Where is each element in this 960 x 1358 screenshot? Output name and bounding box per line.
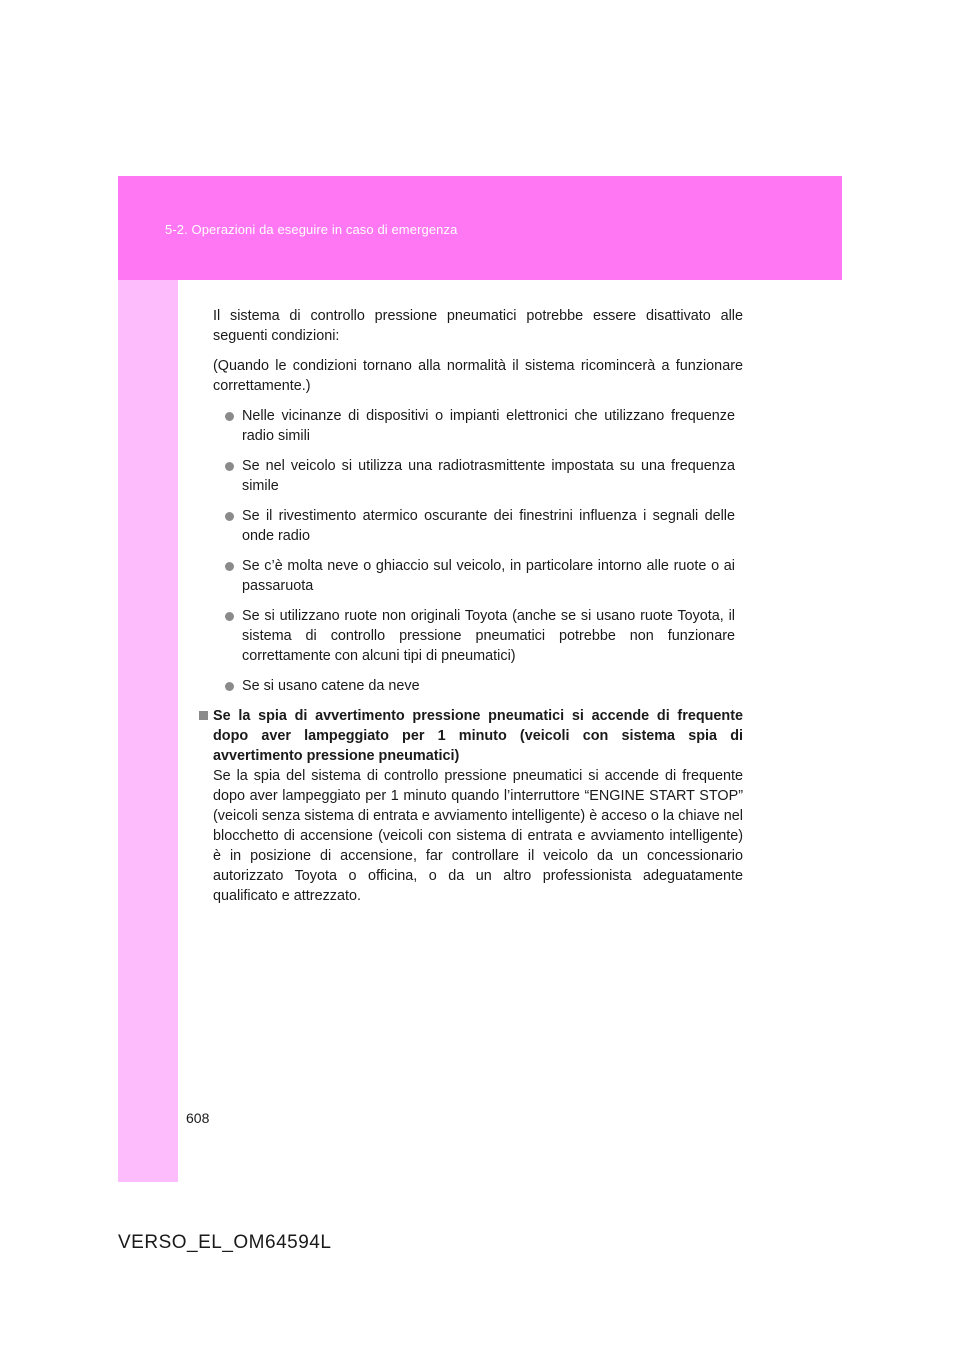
square-bullet-icon xyxy=(199,711,208,720)
conditions-list xyxy=(213,406,743,696)
list-item-text: Nelle vicinanze di dispositivi o impianti elettronici che utilizzano frequenze radio simili xyxy=(242,408,735,444)
list-item xyxy=(213,506,743,546)
bullet-icon xyxy=(225,612,234,621)
section-title: 5-2. Operazioni da eseguire in caso di emergenza xyxy=(165,222,458,237)
list-item-text: Se c’è molta neve o ghiaccio sul veicolo, in particolare intorno alle ruote o ai passaruota xyxy=(242,558,735,594)
list-item xyxy=(213,456,743,496)
subheading xyxy=(213,706,743,766)
body-paragraph: Se la spia del sistema di controllo pressione pneumatici si accende di frequente dopo aver lampeggiato per 1 minuto quando l’interruttore “ENGINE START STOP” (veicoli senza sistema di entrata e avviamento intelligente) è acceso o la chiave nel blocchetto di accensione (veicoli con sistema di entrata e avviamento intelligente) è in posizione di accensione, far controllare il veicolo da un concessionario autorizzato Toyota o officina, o da un altro professionista adeguatamente qualificato e attrezzato. xyxy=(213,768,743,904)
bullet-icon xyxy=(225,562,234,571)
document-code: VERSO_EL_OM64594L xyxy=(118,1232,332,1253)
note-paragraph: (Quando le condizioni tornano alla normalità il sistema ricomincerà a funzionare correttamente.) xyxy=(213,358,743,394)
list-item-text: Se nel veicolo si utilizza una radiotrasmittente impostata su una frequenza simile xyxy=(242,458,735,494)
list-item xyxy=(213,606,743,666)
list-item-text: Se si utilizzano ruote non originali Toyota (anche se si usano ruote Toyota, il sistema di controllo pressione pneumatici potrebbe non funzionare correttamente con alcuni tipi di pneumatici) xyxy=(242,608,735,664)
list-item-text: Se il rivestimento atermico oscurante dei finestrini influenza i segnali delle onde radio xyxy=(242,508,735,544)
page-number: 608 xyxy=(186,1110,210,1126)
bullet-icon xyxy=(225,412,234,421)
bullet-icon xyxy=(225,682,234,691)
list-item xyxy=(213,406,743,446)
list-item-text: Se si usano catene da neve xyxy=(242,678,420,694)
page-content xyxy=(213,306,743,916)
list-item xyxy=(213,556,743,596)
bullet-icon xyxy=(225,462,234,471)
bullet-icon xyxy=(225,512,234,521)
intro-paragraph: Il sistema di controllo pressione pneumatici potrebbe essere disattivato alle seguenti condizioni: xyxy=(213,308,743,344)
side-band xyxy=(118,280,178,1182)
list-item xyxy=(213,676,743,696)
subheading-text: Se la spia di avvertimento pressione pneumatici si accende di frequente dopo aver lampeggiato per 1 minuto (veicoli con sistema spia di avvertimento pressione pneumatici) xyxy=(213,708,743,764)
